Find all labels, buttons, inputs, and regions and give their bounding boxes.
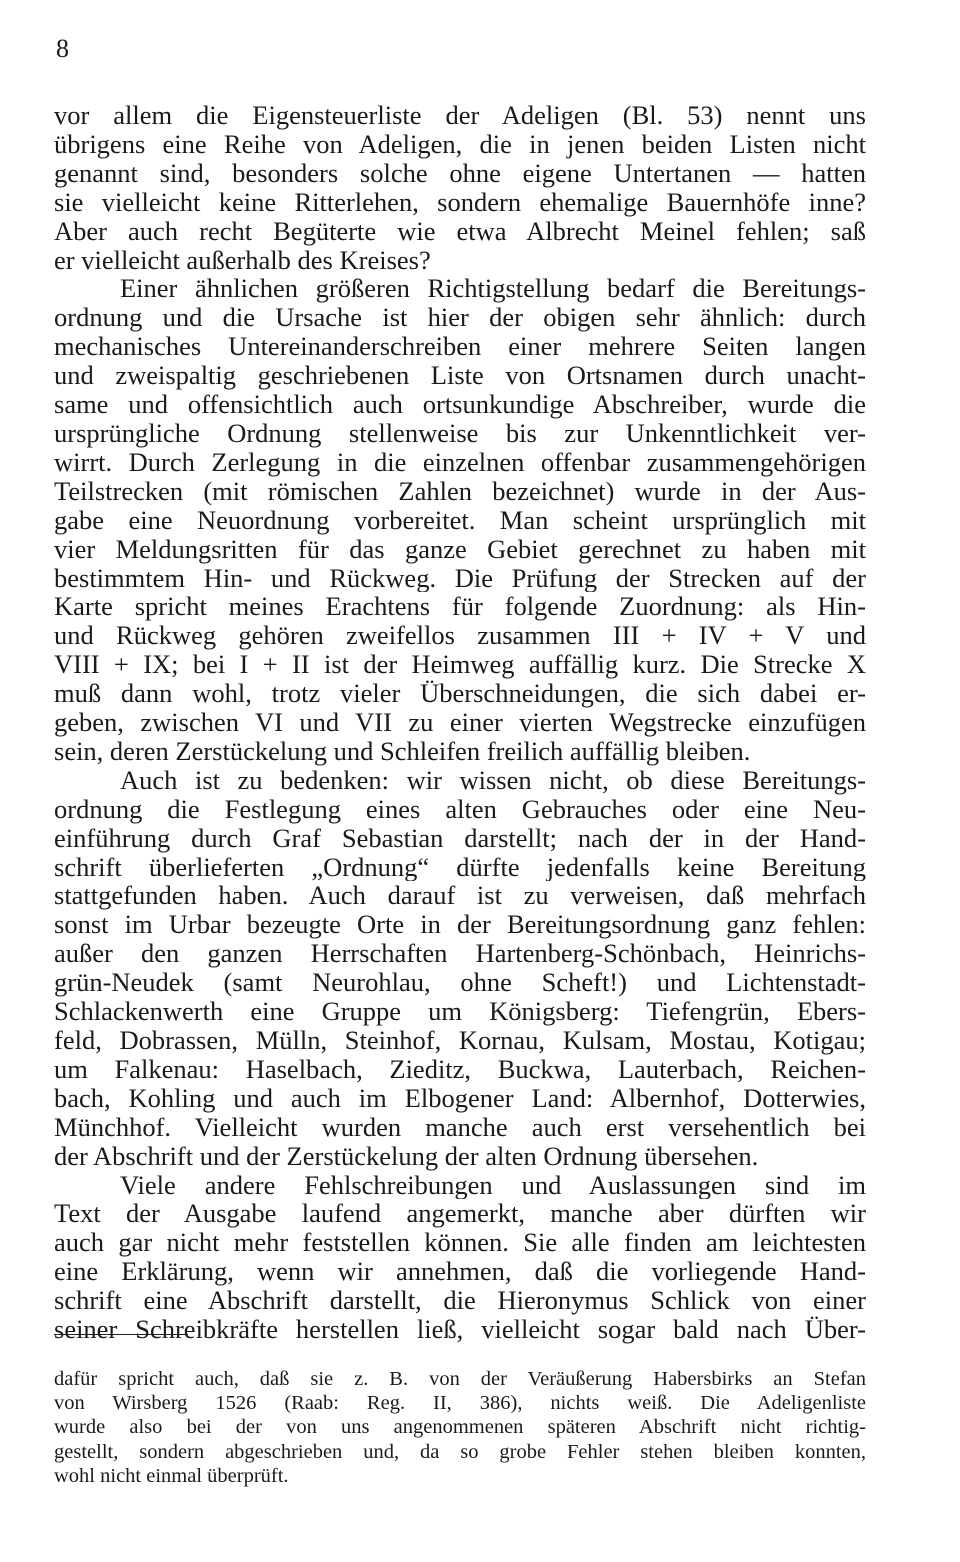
text-line: Einer ähnlichen größeren Richtigstellung bedarf die Bereitungs-	[120, 274, 866, 304]
text-line: mechanisches Untereinanderschreiben einer mehrere Seiten langen	[54, 332, 866, 362]
text-line: Text der Ausgabe laufend angemerkt, manche aber dürften wir	[54, 1199, 866, 1229]
text-line: ursprüngliche Ordnung stellenweise bis zur Unkenntlichkeit ver-	[54, 418, 866, 448]
text-line: außer den ganzen Herrschaften Hartenberg-Schönbach, Heinrichs-	[54, 939, 866, 969]
footnote-separator	[54, 1334, 188, 1335]
text-line: Teilstrecken (mit römischen Zahlen bezeichnet) wurde in der Aus-	[54, 476, 866, 506]
text-line: und zweispaltig geschriebenen Liste von Ortsnamen durch unacht-	[54, 361, 866, 391]
text-line: ordnung und die Ursache ist hier der obigen sehr ähnlich: durch	[54, 303, 866, 333]
text-line: schrift eine Abschrift darstellt, die Hieronymus Schlick von einer	[54, 1286, 866, 1316]
text-line: sein, deren Zerstückelung und Schleifen freilich auffällig bleiben.	[54, 736, 751, 766]
text-line: eine Erklärung, wenn wir annehmen, daß die vorliegende Hand-	[54, 1257, 866, 1287]
text-line: feld, Dobrassen, Mülln, Steinhof, Kornau, Kulsam, Mostau, Kotigau;	[54, 1026, 866, 1055]
text-line: gabe eine Neuordnung vorbereitet. Man scheint ursprünglich mit	[54, 505, 866, 535]
text-line: er vielleicht außerhalb des Kreises?	[54, 245, 431, 275]
text-line: grün-Neudek (samt Neurohlau, ohne Scheft!) und Lichtenstadt-	[54, 968, 866, 998]
text-line: seiner Schreibkräfte herstellen ließ, vielleicht sogar bald nach Über-	[54, 1315, 866, 1344]
text-line: vier Meldungsritten für das ganze Gebiet gerechnet zu haben mit	[54, 534, 866, 564]
footnote-line: wurde also bei der von uns angenommenen späteren Abschrift nicht richtig-	[54, 1416, 866, 1439]
text-line: stattgefunden haben. Auch darauf ist zu verweisen, daß mehrfach	[54, 881, 866, 911]
text-line: bestimmtem Hin- und Rückweg. Die Prüfung der Strecken auf der	[54, 563, 866, 593]
text-line: der Abschrift und der Zerstückelung der alten Ordnung übersehen.	[54, 1141, 759, 1171]
text-line: Karte spricht meines Erachtens für folgende Zuordnung: als Hin-	[54, 592, 866, 622]
footnote-line: dafür spricht auch, daß sie z. B. von der Veräußerung Habersbirks an Stefan	[54, 1368, 866, 1390]
text-line: Viele andere Fehlschreibungen und Auslassungen sind im	[120, 1170, 866, 1200]
text-line: bach, Kohling und auch im Elbogener Land: Albernhof, Dotterwies,	[54, 1083, 866, 1113]
text-line: Münchhof. Vielleicht wurden manche auch erst versehentlich bei	[54, 1112, 866, 1142]
text-line: muß dann wohl, trotz vieler Überschneidungen, die sich dabei er-	[54, 679, 866, 709]
body-text	[54, 101, 866, 1344]
text-line: einführung durch Graf Sebastian darstellt; nach der in der Hand-	[54, 823, 866, 853]
text-line: um Falkenau: Haselbach, Zieditz, Buckwa, Lauterbach, Reichen-	[54, 1054, 866, 1084]
text-line: sie vielleicht keine Ritterlehen, sondern ehemalige Bauernhöfe inne?	[54, 187, 866, 217]
text-line: same und offensichtlich auch ortsunkundige Abschreiber, wurde die	[54, 390, 866, 419]
text-line: Schlackenwerth eine Gruppe um Königsberg: Tiefengrün, Ebers-	[54, 997, 866, 1026]
text-line: wirrt. Durch Zerlegung in die einzelnen offenbar zusammengehörigen	[54, 447, 866, 477]
text-line: auch gar nicht mehr feststellen können. Sie alle finden am leichtesten	[54, 1228, 866, 1258]
footnote	[54, 1367, 866, 1488]
text-line: VIII + IX; bei I + II ist der Heimweg auffällig kurz. Die Strecke X	[54, 650, 866, 680]
text-line: geben, zwischen VI und VII zu einer vierten Wegstrecke einzufügen	[54, 708, 866, 737]
footnote-line: von Wirsberg 1526 (Raab: Reg. II, 386), nichts weiß. Die Adeligenliste	[54, 1392, 866, 1415]
text-line: Aber auch recht Begüterte wie etwa Albrecht Meinel fehlen; saß	[54, 216, 866, 246]
text-line: schrift überlieferten „Ordnung“ dürfte jedenfalls keine Bereitung	[54, 852, 866, 882]
footnote-line: gestellt, sondern abgeschrieben und, da so grobe Fehler stehen bleiben konnten,	[54, 1440, 866, 1463]
text-line: ordnung die Festlegung eines alten Gebrauches oder eine Neu-	[54, 794, 866, 824]
text-line: sonst im Urbar bezeugte Orte in der Bereitungsordnung ganz fehlen:	[54, 910, 866, 940]
text-line: vor allem die Eigensteuerliste der Adeligen (Bl. 53) nennt uns	[54, 101, 866, 130]
footnote-line: wohl nicht einmal überprüft.	[54, 1464, 289, 1487]
text-line: genannt sind, besonders solche ohne eigene Untertanen — hatten	[54, 158, 866, 188]
page-number: 8	[56, 34, 69, 63]
text-line: übrigens eine Reihe von Adeligen, die in jenen beiden Listen nicht	[54, 129, 866, 159]
text-line: und Rückweg gehören zweifellos zusammen III + IV + V und	[54, 621, 866, 651]
text-line: Auch ist zu bedenken: wir wissen nicht, ob diese Bereitungs-	[120, 765, 866, 795]
